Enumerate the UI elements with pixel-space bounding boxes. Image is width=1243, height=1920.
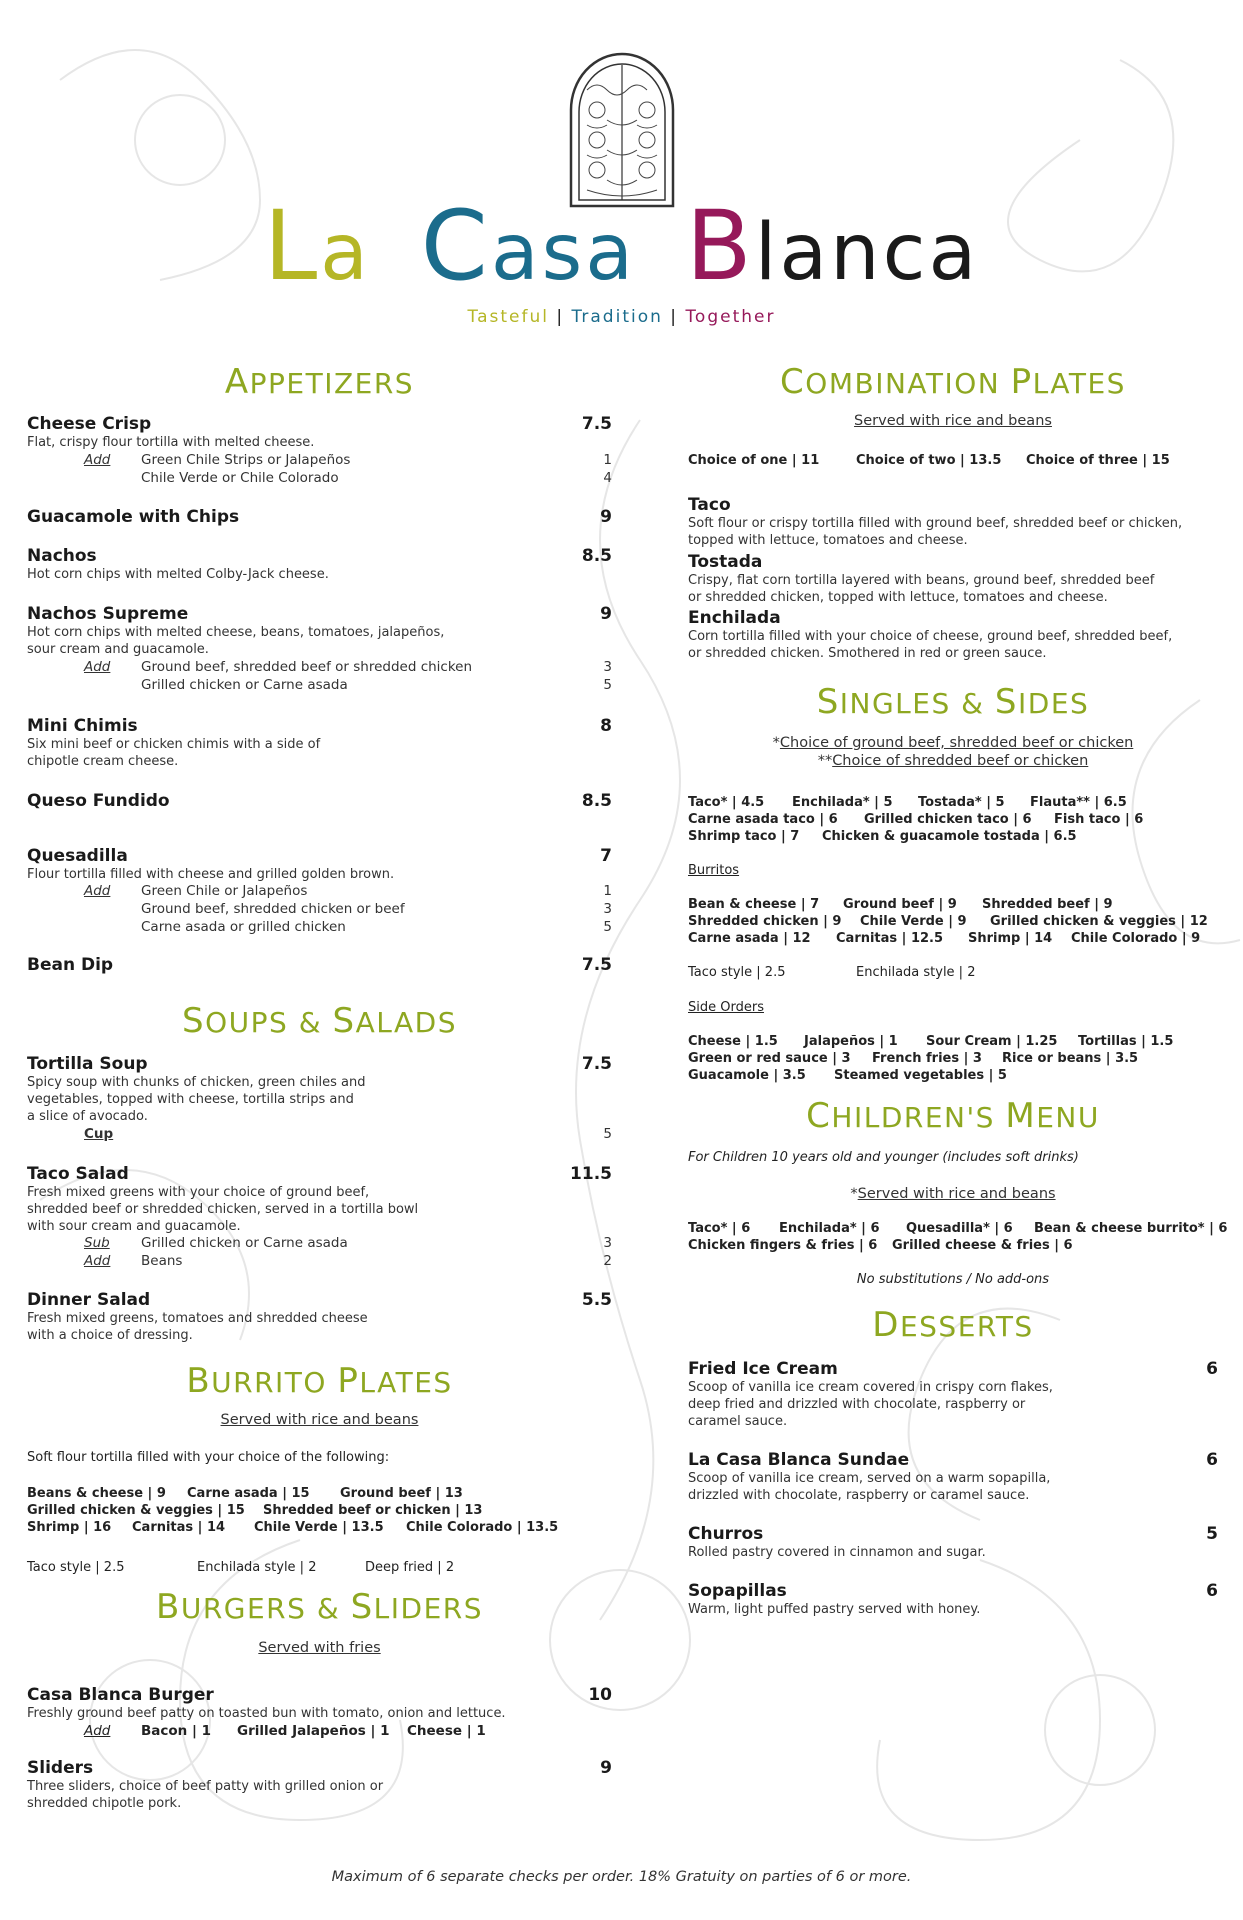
menu-item-guacamole: Guacamole with Chips 9 xyxy=(27,507,612,527)
arched-window-logo xyxy=(567,50,677,210)
brand-la: a xyxy=(320,208,371,298)
brand-blanca: lanca xyxy=(754,208,980,298)
burrito-row: Shrimp | 16 Carnitas | 14 Chile Verde | 13.5 Chile Colorado | 13.5 xyxy=(27,1520,559,1535)
appetizers-title: APPETIZERS xyxy=(224,362,415,402)
singles-row: Shrimp taco | 7 Chicken & guacamole tostada | 6.5 xyxy=(688,829,1077,844)
singles-note-1: *Choice of ground beef, shredded beef or chicken xyxy=(772,735,1134,751)
children-age-note: For Children 10 years old and younger (includes soft drinks) xyxy=(688,1150,1079,1165)
tagline-tradition: Tradition xyxy=(571,307,663,327)
menu-item-casa-blanca-burger: Casa Blanca Burger 10 Freshly ground beef patty on toasted bun with tomato, onion and lettuce. xyxy=(27,1685,612,1721)
burrito-row: Beans & cheese | 9 Carne asada | 15 Ground beef | 13 xyxy=(27,1486,463,1501)
menu-item-queso-fundido: Queso Fundido 8.5 xyxy=(27,791,612,811)
burrito-intro: Soft flour tortilla filled with your choice of the following: xyxy=(27,1450,390,1465)
singles-note-2: **Choice of shredded beef or chicken xyxy=(817,753,1089,769)
children-row: Chicken fingers & fries | 6 Grilled cheese & fries | 6 xyxy=(688,1238,1073,1253)
dessert-fried-ice-cream: Fried Ice Cream 6 Scoop of vanilla ice cream covered in crispy corn flakes, deep fried and drizzled with chocolate, raspberry or caramel sauce. xyxy=(688,1359,1218,1429)
tagline-sep: | xyxy=(670,307,679,327)
singles-burrito-row: Shredded chicken | 9 Chile Verde | 9 Grilled chicken & veggies | 12 xyxy=(688,914,1208,929)
singles-burrito-row: Carne asada | 12 Carnitas | 12.5 Shrimp | 14 Chile Colorado | 9 xyxy=(688,931,1201,946)
singles-burrito-styles: Taco style | 2.5 Enchilada style | 2 xyxy=(688,965,976,980)
burgers-served-note: Served with fries xyxy=(258,1640,381,1656)
combo-tostada: Tostada Crispy, flat corn tortilla layered with beans, ground beef, shredded beef or shredded chicken, topped with lettuce, tomatoes and cheese. xyxy=(688,552,1155,605)
singles-row: Taco* | 4.5 Enchilada* | 5 Tostada* | 5 Flauta** | 6.5 xyxy=(688,795,1127,810)
children-row: Taco* | 6 Enchilada* | 6 Quesadilla* | 6 Bean & cheese burrito* | 6 xyxy=(688,1221,1228,1236)
brand-la-initial: L xyxy=(263,190,321,302)
menu-item-sliders: Sliders 9 Three sliders, choice of beef patty with grilled onion or shredded chipotle pork. xyxy=(27,1758,612,1811)
singles-row: Carne asada taco | 6 Grilled chicken taco | 6 Fish taco | 6 xyxy=(688,812,1144,827)
singles-burrito-row: Bean & cheese | 7 Ground beef | 9 Shredded beef | 9 xyxy=(688,897,1113,912)
menu-item-nachos-supreme: Nachos Supreme 9 Hot corn chips with melted cheese, beans, tomatoes, jalapeños, sour cream and guacamole. xyxy=(27,604,612,657)
menu-page: La Casa Blanca Tasteful | Tradition | Together APPETIZERS Cheese Crisp 7.5 Flat, crispy flour tortilla with melted cheese. Add Green Chile Strips or Jalapeños 1 Chile Verde or Chile Colorado 4 Guacamole with Chips 9 Nachos 8.5 Hot corn chips with melted Colby-Jack cheese. Nachos Supreme 9 Hot corn chips with melted cheese, beans, tomatoes, jalapeños, sour cream and guacamole. Add Ground beef, shredded beef or shredded chicken 3 Grilled chicken or Carne asada 5 Mini Chimis 8 Six mini beef or chicken chimis with a side of chipotle cream cheese. Queso Fundido 8.5 Quesadilla 7 Flour tortilla filled with cheese and grilled golden brown. Add Green Chile or Jalapeños 1 Ground beef, shredded chicken or beef 3 Carne asada or grilled chicken 5 Bean Dip 7.5 SOUPS & SALADS Tortilla Soup 7.5 Spicy soup with chunks of chicken, green chiles and vegetables, topped with cheese, tortilla strips and a slice of avocado. Cup 5 Taco Salad 11.5 Fresh mixed greens with your choice of ground beef, shredded beef or shredded chicken, served in a tortilla bowl with sour cream and guacamole. Sub Grilled chicken or Carne asada 3 Add Beans 2 Dinner Salad 5.5 Fresh mixed greens, tomatoes and shredded cheese with a choice of dressing. BURRITO PLATES Served with rice and beans Soft flour tortilla filled with your choice of the following: Beans & cheese | 9 Carne asada | 15 Ground beef | 13 Grilled chicken & veggies | 15 Shredded beef or chicken | 13 Shrimp | 16 Carnitas | 14 Chile Verde | 13.5 Chile Colorado | 13.5 Taco style | 2.5 Enchilada style | 2 Deep fried | 2 BURGERS & SLIDERS Served with fries Casa Blanca Burger 10 Freshly ground beef patty on toasted bun with tomato, onion and lettuce. Add Bacon | 1 Grilled Jalapeños | 1 Cheese | 1 Sliders 9 Three sliders, choice of beef patty with grilled onion or shredded chipotle pork. COMBINATION PLATES Served with rice and beans Choice of one | 11 Choice of two | 13.5 Choice of three | 15 Taco Soft flour or crispy tortilla filled with ground beef, shredded beef or chicken, topped with lettuce, tomatoes and cheese. Tostada Crispy, flat corn tortilla layered with beans, ground beef, shredded beef or shredded chicken, topped with lettuce, tomatoes and cheese. Enchilada Corn tortilla filled with your choice of cheese, ground beef, shredded beef, or shredded chicken. Smothered in red or green sauce. SINGLES & SIDES *Choice of ground beef, shredded beef or chicken **Choice of shredded beef or chicken Taco* | 4.5 Enchilada* | 5 Tostada* | 5 Flauta** | 6.5 Carne asada taco | 6 Grilled chicken taco | 6 Fish taco | 6 Shrimp taco | 7 Chicken & guacamole tostada | 6.5 Burritos Bean & cheese | 7 Ground beef | 9 Shredded beef | 9 Shredded chicken | 9 Chile Verde | 9 Grilled chicken & veggies | 12 Carne asada | 12 Carnitas | 12.5 Shrimp | 14 Chile Colorado | 9 Taco style | 2.5 Enchilada style | 2 Side Orders Cheese | 1.5 Jalapeños | 1 Sour Cream | 1.25 Tortillas | 1.5 Green or red sauce | 3 French fries | 3 Rice or beans | 3.5 Guacamole | 3.5 Steamed vegetables | 5 CHILDREN'S MENU For Children 10 years old and younger (includes soft drinks) *Served with rice and beans Taco* | 6 Enchilada* | 6 Quesadilla* | 6 Bean & cheese burrito* | 6 Chicken fingers & fries | 6 Grilled cheese & fries | 6 No substitutions / No add-ons DESSERTS Fried Ice Cream 6 Scoop of vanilla ice cream covered in crispy corn flakes, deep fried and drizzled with chocolate, raspberry or caramel sauce. La Casa Blanca Sundae 6 Scoop of vanilla ice cream, served on a warm sopapilla, drizzled with chocolate, raspberry or caramel sauce. Churros 5 Rolled pastry covered in cinnamon and sugar. Sopapillas 6 Warm, light puffed pastry served with honey. Maximum of 6 separate checks per order. 18% Gratuity on parties of 6 or more. xyxy=(0,0,1243,1920)
menu-item-dinner-salad: Dinner Salad 5.5 Fresh mixed greens, tomatoes and shredded cheese with a choice of dressing. xyxy=(27,1290,612,1343)
footer-note: Maximum of 6 separate checks per order. 18% Gratuity on parties of 6 or more. xyxy=(331,1869,912,1885)
tagline-tasteful: Tasteful xyxy=(467,307,549,327)
desserts-title: DESSERTS xyxy=(872,1305,1034,1345)
tagline-together: Together xyxy=(685,307,776,327)
tagline xyxy=(0,307,1243,327)
side-orders-row: Guacamole | 3.5 Steamed vegetables | 5 xyxy=(688,1068,1007,1083)
soups-salads-title: SOUPS & SALADS xyxy=(182,1001,457,1041)
menu-item-quesadilla: Quesadilla 7 Flour tortilla filled with cheese and grilled golden brown. xyxy=(27,846,612,882)
combo-choices: Choice of one | 11 Choice of two | 13.5 Choice of three | 15 xyxy=(688,453,1170,468)
burgers-sliders-title: BURGERS & SLIDERS xyxy=(156,1587,483,1627)
side-orders-row: Cheese | 1.5 Jalapeños | 1 Sour Cream | 1.25 Tortillas | 1.5 xyxy=(688,1034,1174,1049)
burritos-label: Burritos xyxy=(688,863,740,878)
childrens-menu-title: CHILDREN'S MENU xyxy=(806,1096,1100,1136)
menu-item-bean-dip: Bean Dip 7.5 xyxy=(27,955,612,975)
restaurant-name xyxy=(0,190,1243,302)
side-orders-label: Side Orders xyxy=(688,1000,764,1015)
combo-served-note: Served with rice and beans xyxy=(854,413,1052,429)
side-orders-row: Green or red sauce | 3 French fries | 3 Rice or beans | 3.5 xyxy=(688,1051,1139,1066)
combo-enchilada: Enchilada Corn tortilla filled with your choice of cheese, ground beef, shredded beef, or shredded chicken. Smothered in red or green sauce. xyxy=(688,608,1173,661)
brand-casa-initial: C xyxy=(420,190,491,302)
menu-item-nachos: Nachos 8.5 Hot corn chips with melted Colby-Jack cheese. xyxy=(27,546,612,582)
brand-casa: asa xyxy=(490,208,637,298)
no-substitutions-note: No substitutions / No add-ons xyxy=(856,1272,1050,1287)
tagline-sep: | xyxy=(556,307,565,327)
menu-item-cheese-crisp: Cheese Crisp 7.5 Flat, crispy flour tortilla with melted cheese. xyxy=(27,414,612,450)
combo-taco: Taco Soft flour or crispy tortilla filled with ground beef, shredded beef or chicken, topped with lettuce, tomatoes and cheese. xyxy=(688,495,1183,548)
dessert-sopapillas: Sopapillas 6 Warm, light puffed pastry served with honey. xyxy=(688,1581,1218,1617)
dessert-churros: Churros 5 Rolled pastry covered in cinnamon and sugar. xyxy=(688,1524,1218,1560)
combination-plates-title: COMBINATION PLATES xyxy=(780,362,1126,402)
burrito-styles: Taco style | 2.5 Enchilada style | 2 Deep fried | 2 xyxy=(27,1560,455,1575)
singles-sides-title: SINGLES & SIDES xyxy=(816,682,1090,722)
burrito-served-note: Served with rice and beans xyxy=(220,1412,419,1428)
brand-blanca-initial: B xyxy=(685,190,755,302)
dessert-sundae: La Casa Blanca Sundae 6 Scoop of vanilla ice cream, served on a warm sopapilla, drizzled with chocolate, raspberry or caramel sauce. xyxy=(688,1450,1218,1503)
menu-item-tortilla-soup: Tortilla Soup 7.5 Spicy soup with chunks of chicken, green chiles and vegetables, topped with cheese, tortilla strips and a slice of avocado. xyxy=(27,1054,612,1124)
menu-item-mini-chimis: Mini Chimis 8 Six mini beef or chicken chimis with a side of chipotle cream cheese. xyxy=(27,716,612,769)
children-served-note: *Served with rice and beans xyxy=(850,1186,1056,1202)
burrito-plates-title: BURRITO PLATES xyxy=(186,1361,453,1401)
burrito-row: Grilled chicken & veggies | 15 Shredded beef or chicken | 13 xyxy=(27,1503,483,1518)
menu-item-taco-salad: Taco Salad 11.5 Fresh mixed greens with your choice of ground beef, shredded beef or shredded chicken, served in a tortilla bowl with sour cream and guacamole. xyxy=(27,1164,612,1234)
